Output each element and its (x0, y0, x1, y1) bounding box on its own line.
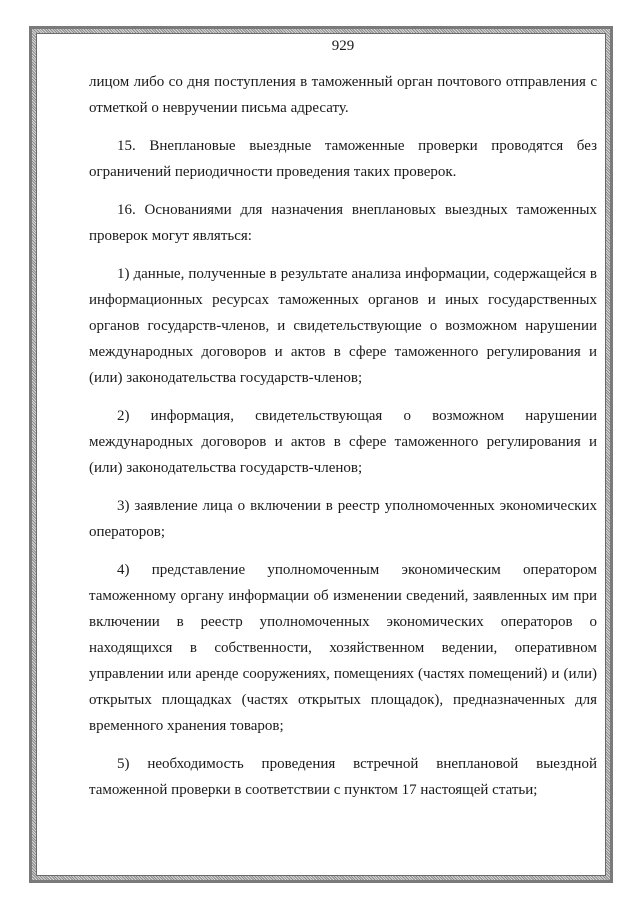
paragraph-continuation: лицом либо со дня поступления в таможенный орган почтового отправления с отметкой о невручении письма адресату. (89, 74, 597, 116)
list-item-3: 3) заявление лица о включении в реестр уполномоченных экономических операторов; (89, 498, 597, 540)
list-item-1: 1) данные, полученные в результате анализа информации, содержащейся в информационных ресурсах таможенных органов и иных государственных органов государств-членов, и свидетельствующие о возможном нарушении международных договоров и актов в сфере таможенного регулирования и (или) законодательства государств-членов; (89, 266, 597, 386)
paragraph-item-15: 15. Внеплановые выездные таможенные проверки проводятся без ограничений периодичности проведения таких проверок. (89, 138, 597, 180)
page-number: 929 (331, 38, 355, 54)
list-item-4: 4) представление уполномоченным экономическим оператором таможенному органу информации об изменении сведений, заявленных им при включении в реестр уполномоченных экономических операторов о находящихся в собственности, хозяйственном ведении, оперативном управлении или аренде сооружениях, помещениях (частях помещений) и (или) открытых площадках (частях открытых площадок), предназначенных для временного хранения товаров; (89, 562, 597, 734)
list-item-5: 5) необходимость проведения встречной внеплановой выездной таможенной проверки в соответствии с пунктом 17 настоящей статьи; (89, 756, 597, 798)
list-item-2: 2) информация, свидетельствующая о возможном нарушении международных договоров и актов в сфере таможенного регулирования и (или) законодательства государств-членов; (89, 408, 597, 476)
document-page (89, 37, 597, 815)
paragraph-item-16: 16. Основаниями для назначения внеплановых выездных таможенных проверок могут являться: (89, 202, 597, 244)
